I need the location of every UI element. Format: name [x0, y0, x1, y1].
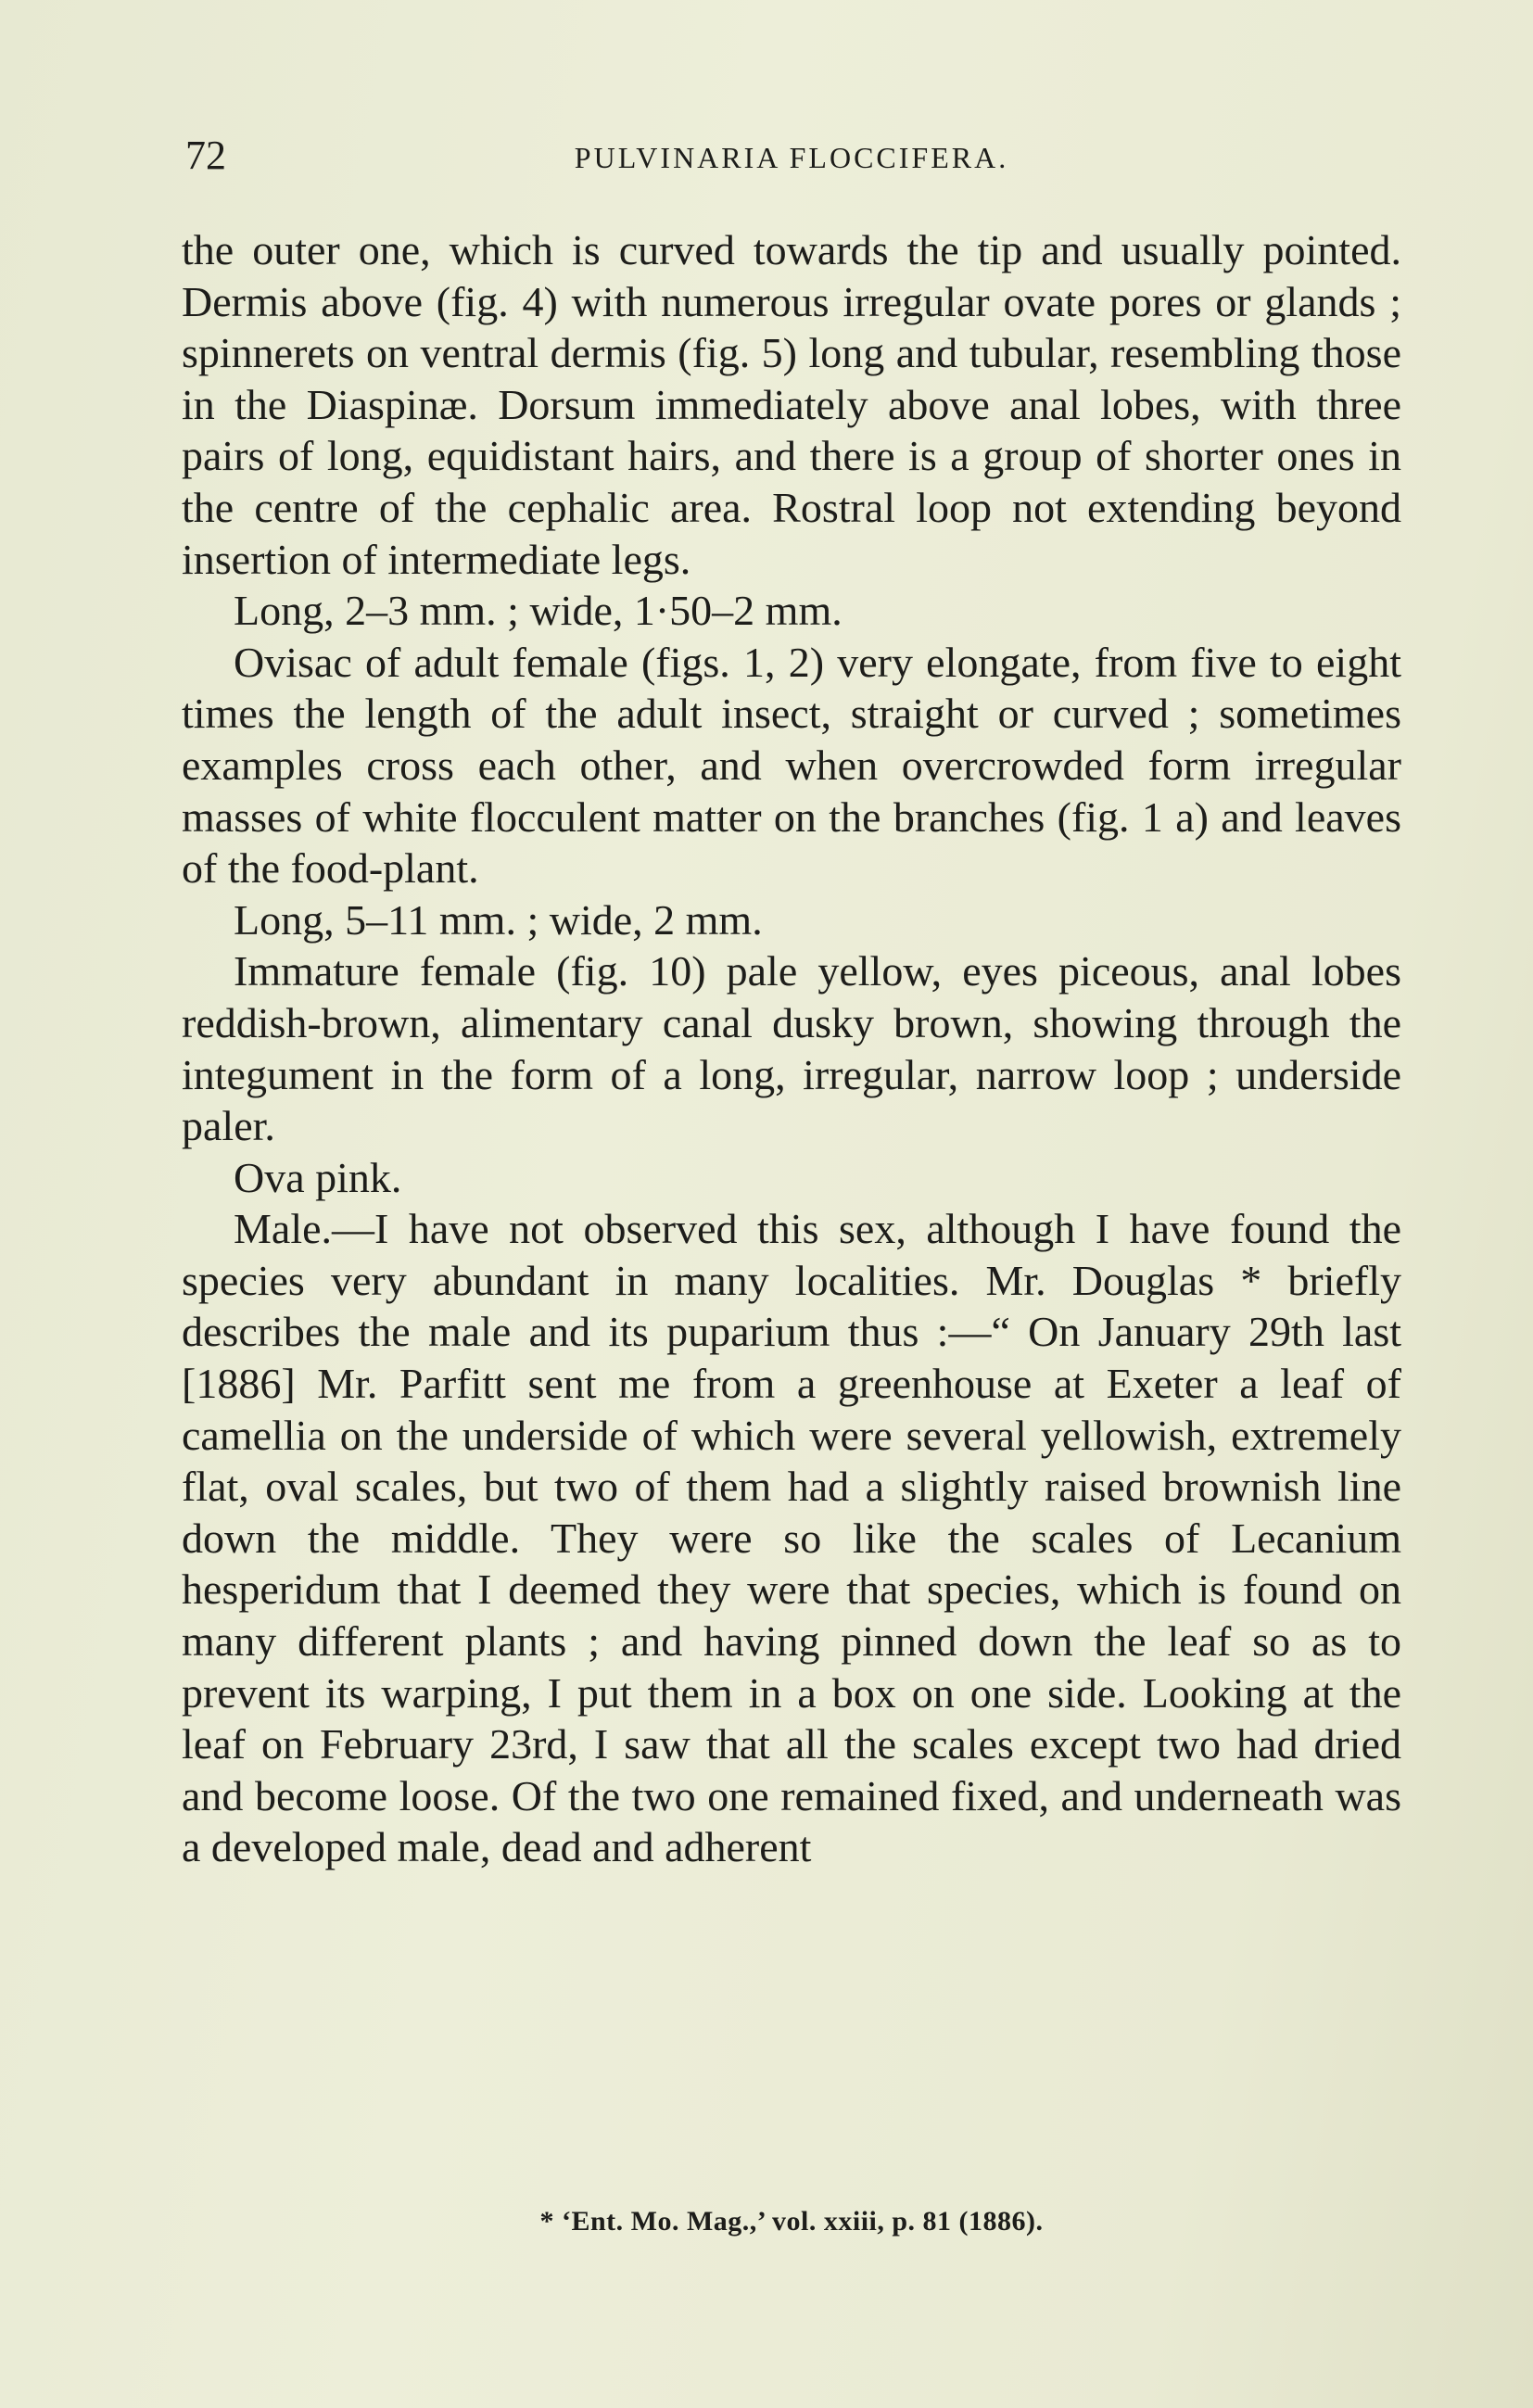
page-number: 72	[185, 133, 226, 178]
paragraph-female-size: Long, 2–3 mm. ; wide, 1·50–2 mm.	[234, 587, 843, 635]
running-title: PULVINARIA FLOCCIFERA.	[574, 141, 1009, 174]
running-head	[182, 120, 1401, 185]
paragraph-ovisac-size: Long, 5–11 mm. ; wide, 2 mm.	[234, 895, 763, 944]
paragraph-male: Male.—I have not observed this sex, although I have found the species very abundant in many localities. Mr. Douglas * briefly describes the male and its puparium thus :—“ On January 29th last [1886] Mr. Parfitt sent me from a greenhouse at Exeter a leaf of camellia on the underside of which were several yellowish, extremely flat, oval scales, but two of them had a slightly raised brownish line down the middle. They were so like the scales of Lecanium hesperidum that I deemed they were that species, which is found on many different plants ; and having pinned down the leaf so as to prevent its warping, I put them in a box on one side. Looking at the leaf on February 23rd, I saw that all the scales except two had dried and become loose. Of the two one remained fixed, and underneath was a developed male, dead and adherent	[182, 1205, 1401, 1871]
paragraph-ova: Ova pink.	[234, 1153, 402, 1201]
paragraph-ovisac: Ovisac of adult female (figs. 1, 2) very elongate, from five to eight times the length of the adult insect, straight or curved ; sometimes examples cross each other, and when overcrowded form irregular masses of white flocculent matter on the branches (fig. 1 a) and leaves of the food-plant.	[182, 638, 1401, 893]
paragraph-immature-female: Immature female (fig. 10) pale yellow, eyes piceous, anal lobes reddish-brown, alimentary canal dusky brown, showing through the integument in the form of a long, irregular, narrow loop ; underside paler.	[182, 947, 1401, 1150]
book-page	[182, 120, 1401, 2237]
footnote: * ‘Ent. Mo. Mag.,’ vol. xxiii, p. 81 (1886).	[539, 2206, 1044, 2237]
paragraph-female-description: the outer one, which is curved towards the tip and usually pointed. Dermis above (fig. 4) with numerous irregular ovate pores or glands ; spinnerets on ventral dermis (fig. 5) long and tubular, resembling those in the Diaspinæ. Dorsum immediately above anal lobes, with three pairs of long, equidistant hairs, and there is a group of shorter ones in the centre of the cephalic area. Rostral loop not extending beyond insertion of intermediate legs.	[182, 226, 1401, 583]
body-text	[182, 224, 1401, 1873]
